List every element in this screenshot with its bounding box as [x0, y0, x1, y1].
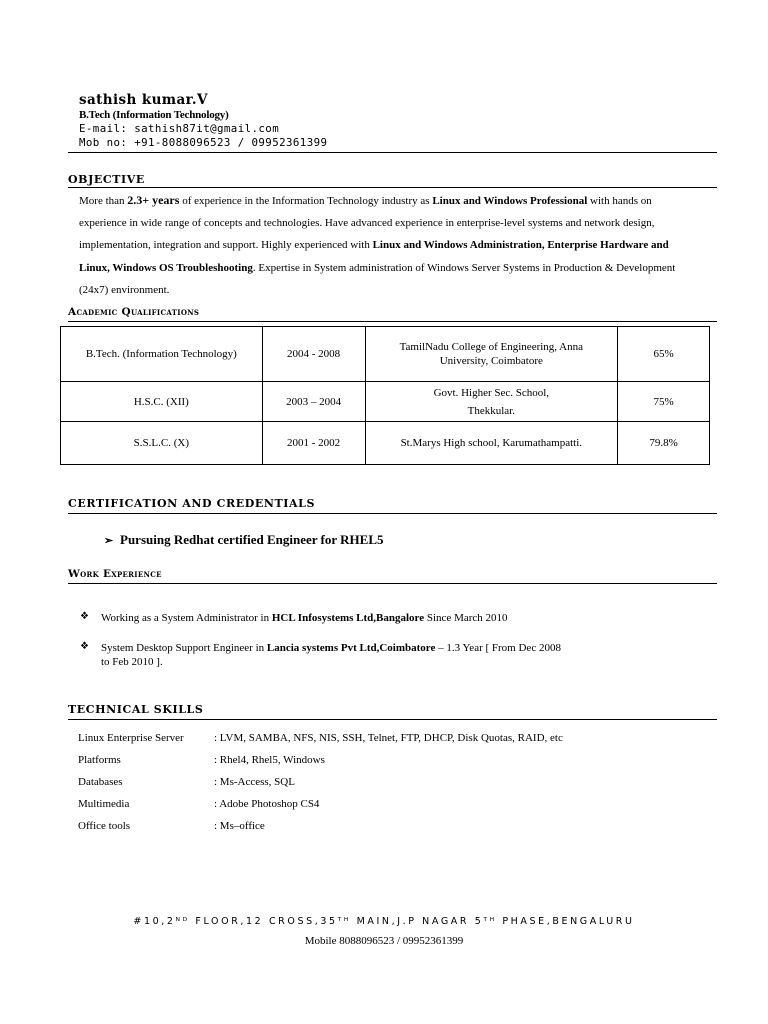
arrow-bullet-icon: ➢ — [104, 535, 114, 547]
certification-heading: CERTIFICATION AND CREDENTIALS — [68, 497, 316, 510]
academic-divider — [68, 321, 717, 322]
academic-heading: Academic Qualifications — [68, 306, 200, 318]
skills-heading: TECHNICAL SKILLS — [68, 703, 204, 716]
candidate-degree: B.Tech (Information Technology) — [79, 109, 229, 121]
certification-item: ➢ Pursuing Redhat certified Engineer for RHEL5 — [104, 532, 384, 547]
email-line: E-mail: sathish87it@gmail.com — [79, 122, 280, 135]
years-cell: 2003 – 2004 — [262, 382, 365, 422]
footer-mobile: Mobile 8088096523 / 09952361399 — [304, 935, 464, 947]
work-divider — [68, 583, 717, 584]
course-cell: H.S.C. (XII) — [61, 382, 263, 422]
objective-divider — [68, 187, 717, 188]
score-cell: 75% — [618, 382, 710, 422]
academic-table — [60, 326, 710, 465]
footer-address: #10,2ᴺᴰ FLOOR,12 CROSS,35ᵀᴴ MAIN,J.P NAGAR 5ᵀᴴ PHASE,BENGALURU — [133, 916, 635, 927]
skills-divider — [68, 719, 717, 720]
work-item: System Desktop Support Engineer in Lancia systems Pvt Ltd,Coimbatore – 1.3 Year [ From Dec 2008 to Feb 2010 ]. — [101, 642, 561, 668]
work-heading: Work Experience — [68, 568, 162, 580]
header-divider — [68, 152, 717, 153]
diamond-bullet-icon: ❖ — [80, 641, 89, 652]
work-item: Working as a System Administrator in HCL Infosystems Ltd,Bangalore Since March 2010 — [101, 612, 508, 624]
institution-cell: Govt. Higher Sec. School, Thekkular. — [365, 382, 618, 422]
objective-heading: OBJECTIVE — [68, 173, 145, 186]
score-cell: 65% — [618, 327, 710, 382]
mobile-line: Mob no: +91-8088096523 / 09952361399 — [79, 136, 328, 149]
years-cell: 2001 - 2002 — [262, 422, 365, 465]
score-cell: 79.8% — [618, 422, 710, 465]
course-cell: S.S.L.C. (X) — [61, 422, 263, 465]
table-row — [61, 382, 710, 422]
course-cell: B.Tech. (Information Technology) — [61, 327, 263, 382]
candidate-name: sathish kumar.V — [79, 92, 208, 108]
table-row — [61, 422, 710, 465]
institution-cell: St.Marys High school, Karumathampatti. — [365, 422, 618, 465]
table-row — [61, 327, 710, 382]
institution-cell: TamilNadu College of Engineering, Anna University, Coimbatore — [365, 327, 618, 382]
years-cell: 2004 - 2008 — [262, 327, 365, 382]
objective-text: More than 2.3+ years of experience in the Information Technology industry as Linux and Windows Professional with hands on experience in wide range of concepts and technologies. Have advanced experience in enterprise-level systems and network design, implementation, integration and support. Highly experienced with Linux and Windows Administration, Enterprise Hardware and Linux, Windows OS Troubleshooting. Expertise in System administration of Windows Server Systems in Production & Development (24x7) environment. — [79, 193, 676, 296]
diamond-bullet-icon: ❖ — [80, 611, 89, 622]
certification-divider — [68, 513, 717, 514]
